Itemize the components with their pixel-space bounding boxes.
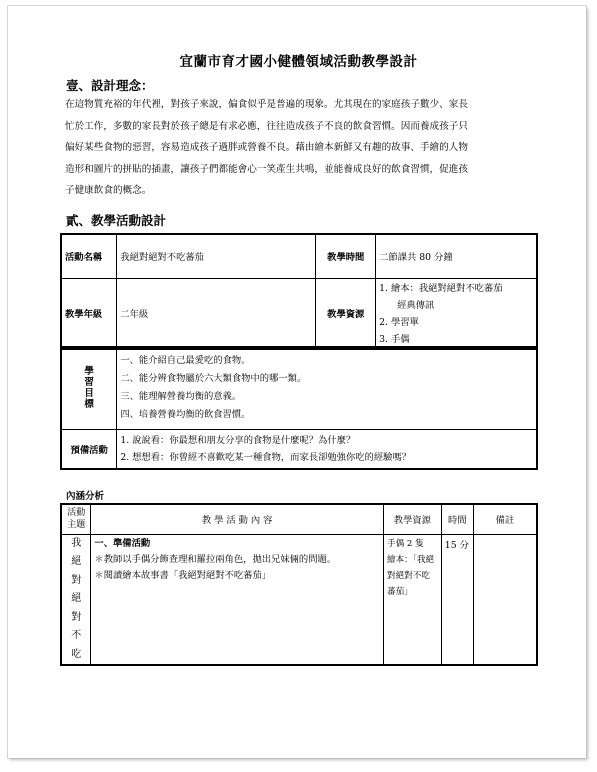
objectives-label bbox=[61, 347, 117, 429]
teaching-time-value: 二節課共 80 分鐘 bbox=[376, 234, 537, 278]
header-time: 時間 bbox=[441, 504, 473, 534]
paragraph-line: 造形和圖片的拼貼的插畫，讓孩子們都能會心一笑產生共鳴，並能養成良好的飲食習慣，促進孩 bbox=[65, 163, 468, 175]
resource-item: 經典傳訊 bbox=[397, 299, 435, 311]
objective-item: 三、能理解營養均衡的意義。 bbox=[120, 391, 242, 403]
preparation-item: 2. 想想看：你曾經不喜歡吃某一種食物，而家長卻勉強你吃的經驗嗎？ bbox=[120, 451, 412, 463]
resource-line: 蕃茄」 bbox=[386, 586, 413, 597]
activity-name-label: 活動名稱 bbox=[61, 234, 117, 278]
preparation-item: 1. 說說看：你最想和朋友分享的食物是什麼呢？為什麼？ bbox=[120, 434, 356, 446]
resource-line: 對絕對不吃 bbox=[386, 570, 430, 581]
theme-char: 對 bbox=[71, 611, 82, 623]
content-title: 一、準備活動 bbox=[94, 537, 151, 549]
label-char: 標 bbox=[84, 399, 94, 411]
section-heading-content-analysis: 內涵分析 bbox=[66, 491, 105, 502]
objectives-list bbox=[117, 347, 537, 429]
grade-label: 教學年級 bbox=[61, 278, 117, 349]
table-row bbox=[61, 347, 537, 429]
label-char: 習 bbox=[84, 377, 94, 389]
resource-line: 手偶 2 隻 bbox=[386, 538, 424, 549]
theme-char: 對 bbox=[71, 574, 82, 586]
header-notes: 備註 bbox=[473, 504, 537, 534]
table-row bbox=[61, 429, 537, 469]
time-cell: 15 分 bbox=[441, 534, 473, 665]
header-activity-content: 教 學 活 動 內 容 bbox=[91, 504, 384, 534]
resource-line: 繪本：「我絕 bbox=[386, 554, 435, 565]
teaching-time-label: 教學時間 bbox=[316, 234, 376, 278]
notes-cell bbox=[473, 534, 537, 665]
objective-item: 四、培養營養均衡的飲食習慣。 bbox=[120, 409, 251, 421]
paragraph-line: 在這物質充裕的年代裡，對孩子來說，偏食似乎是普遍的現象。尤其現在的家庭孩子數少、家長 bbox=[65, 99, 468, 110]
paragraph-line: 偏好某些食物的惡習，容易造成孩子過胖或營養不良。藉由繪本新鮮又有趣的故事、手繪的人物 bbox=[65, 142, 468, 153]
preparation-list bbox=[117, 429, 537, 469]
header-activity-theme bbox=[61, 504, 91, 534]
activity-content-cell bbox=[91, 534, 384, 665]
grade-value: 二年級 bbox=[117, 278, 316, 349]
paragraph-line: 忙於工作，多數的家長對於孩子總是有求必應，往往造成孩子不良的飲食習慣。因而養成孩子只 bbox=[65, 120, 468, 132]
table-row bbox=[61, 234, 537, 278]
content-analysis-table bbox=[60, 503, 538, 666]
activity-info-table bbox=[60, 233, 538, 350]
objective-item: 一、能介紹自己最愛吃的食物。 bbox=[120, 355, 251, 367]
header-line: 活動 bbox=[67, 508, 86, 519]
resources-list bbox=[376, 278, 537, 349]
resources-cell bbox=[383, 534, 441, 665]
design-concept-paragraph bbox=[65, 94, 540, 202]
paragraph-line: 子健康飲食的概念。 bbox=[65, 185, 152, 196]
theme-char: 絕 bbox=[71, 593, 82, 604]
theme-char: 不 bbox=[71, 630, 82, 641]
section-heading-activity-design: 貳、教學活動設計 bbox=[66, 213, 167, 228]
resource-item: 2. 學習單 bbox=[379, 316, 419, 328]
activity-name-value: 我絕對絕對不吃蕃茄 bbox=[117, 234, 316, 278]
document-title: 宜蘭市育才國小健體領域活動教學設計 bbox=[179, 54, 418, 70]
activity-theme-vertical bbox=[61, 534, 91, 665]
theme-char: 吃 bbox=[71, 648, 82, 660]
content-line: ＊閱讀繪本故事書「我絕對絕對不吃蕃茄」 bbox=[94, 569, 272, 581]
resource-item: 3. 手偶 bbox=[379, 333, 410, 345]
header-resources: 教學資源 bbox=[383, 504, 441, 534]
header-line: 主題 bbox=[67, 520, 86, 531]
resource-item: 1. 繪本：我絕對絕對不吃蕃茄 bbox=[379, 282, 503, 294]
label-char: 目 bbox=[84, 388, 94, 400]
content-line: ＊教師以手偶分飾查理和羅拉兩角色，拋出兄妹倆的問題。 bbox=[94, 553, 337, 565]
label-char: 學 bbox=[84, 366, 94, 378]
objective-item: 二、能分辨食物屬於六大類食物中的哪一類。 bbox=[120, 373, 307, 385]
section-heading-design-concept: 壹、設計理念： bbox=[66, 78, 154, 93]
preparation-label: 預備活動 bbox=[61, 429, 117, 469]
theme-char: 我 bbox=[71, 537, 82, 549]
theme-char: 絕 bbox=[71, 556, 82, 567]
table-row bbox=[61, 504, 537, 534]
resources-label: 教學資源 bbox=[316, 278, 376, 349]
table-row bbox=[61, 534, 537, 665]
objectives-table bbox=[60, 346, 538, 470]
table-row bbox=[61, 278, 537, 349]
